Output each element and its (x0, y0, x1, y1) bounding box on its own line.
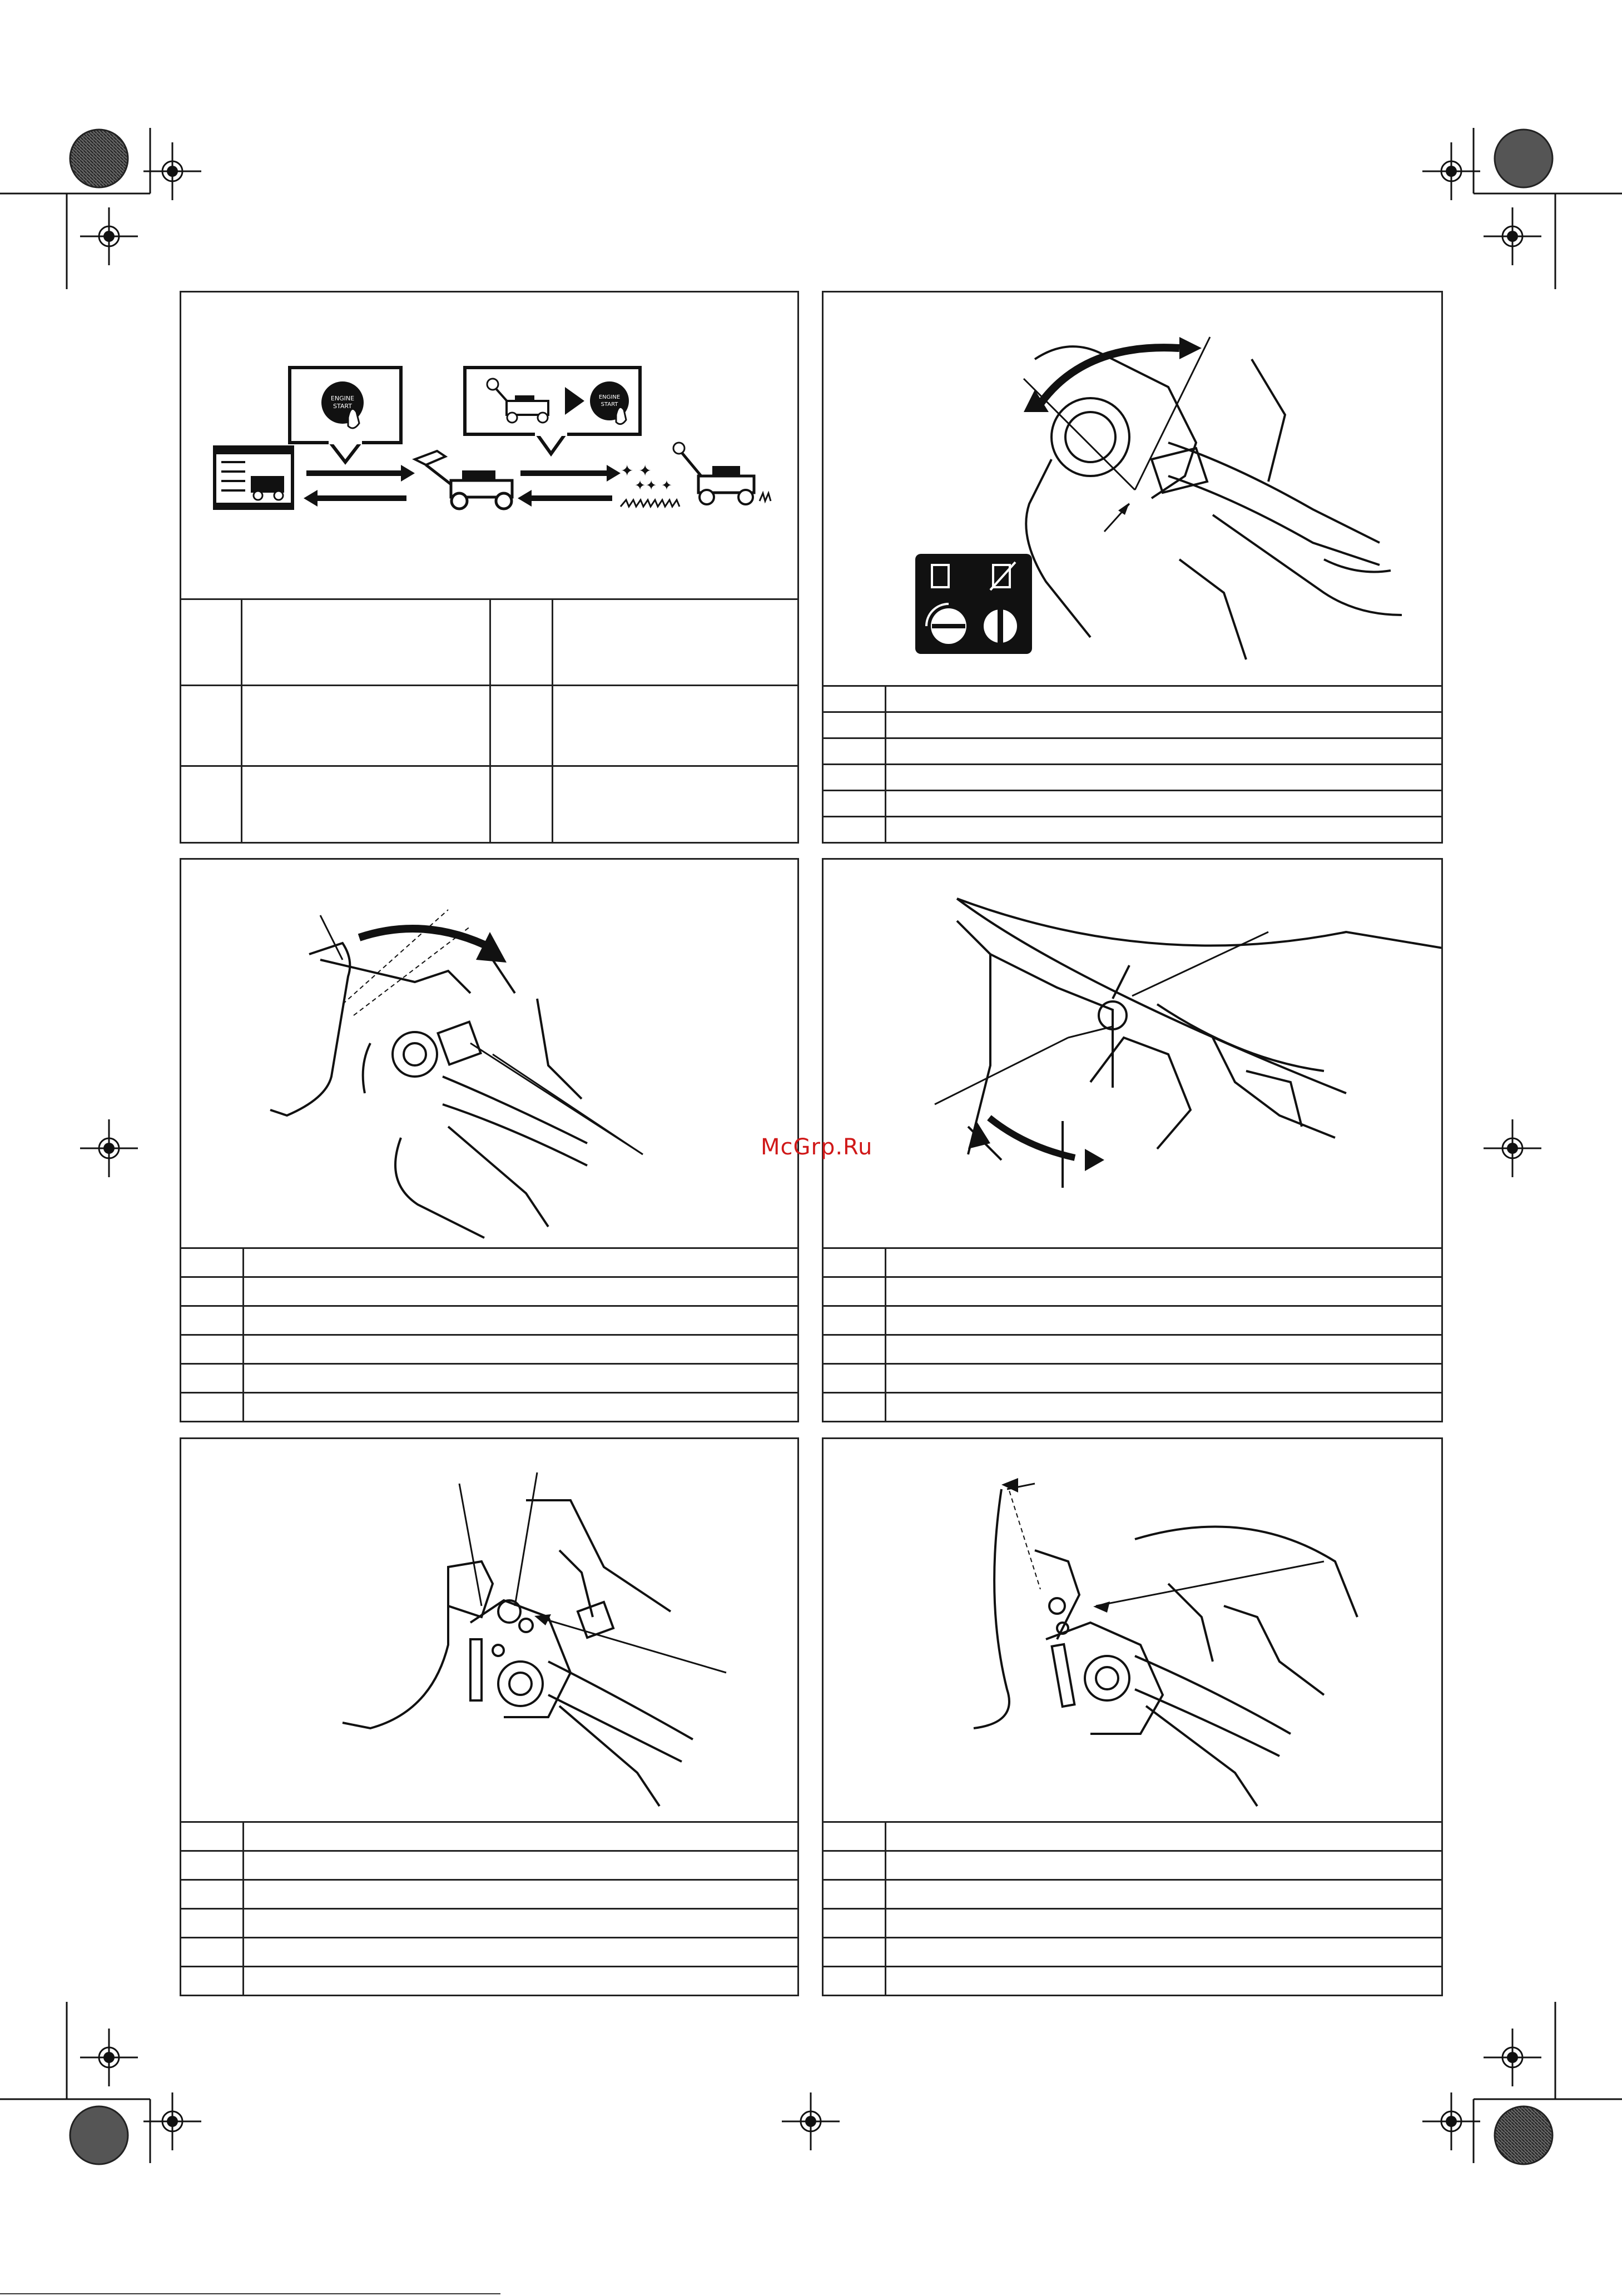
panel-6-adjusted-bracket (822, 1437, 1443, 1996)
speech-bubble-1 (290, 368, 401, 462)
panel-3-table (181, 1247, 797, 1421)
watermark: McGrp.Ru (761, 1134, 873, 1160)
workflow-illustration (181, 292, 797, 598)
fuel-valve-illustration (824, 292, 1441, 682)
svg-text:START: START (333, 403, 352, 410)
svg-text:✦ ✦: ✦ ✦ (621, 462, 652, 480)
panel-3-throttle-lever (180, 858, 799, 1422)
curved-arrow-icon (359, 929, 507, 963)
panel-5-table (181, 1821, 797, 1995)
lawn-mower-icon (415, 451, 512, 509)
arrow-right-icon (520, 465, 621, 482)
color-target-icon (70, 2106, 128, 2164)
double-arrow-icon (968, 1118, 1104, 1171)
panel-1-table (181, 598, 797, 842)
panel-4-governor-arm (822, 858, 1443, 1422)
speech-bubble-2 (465, 368, 640, 454)
svg-text:ENGINE: ENGINE (330, 395, 355, 402)
throttle-lever-illustration (181, 860, 797, 1249)
arrow-left-icon (304, 490, 406, 507)
panel-2-table (824, 685, 1441, 842)
governor-arm-illustration (824, 860, 1441, 1249)
arrow-left-icon (518, 490, 612, 507)
panel-2-fuel-choke (822, 291, 1443, 844)
arrow-left-icon (1001, 1478, 1018, 1492)
svg-text:START: START (601, 401, 618, 408)
svg-text:✦✦ ✦: ✦✦ ✦ (634, 478, 672, 493)
adjusted-bracket-illustration (824, 1439, 1441, 1828)
color-target-icon (70, 130, 128, 187)
panel-1-workflow (180, 291, 799, 844)
color-target-icon (1495, 2106, 1552, 2164)
arrow-right-icon (306, 465, 415, 482)
storage-shed-icon (214, 445, 294, 509)
color-target-icon (1495, 130, 1552, 187)
fuel-choke-label-icon (915, 554, 1032, 654)
mowing-grass-icon (621, 443, 771, 507)
control-bracket-illustration (181, 1439, 797, 1828)
svg-text:ENGINE: ENGINE (598, 394, 621, 400)
panel-6-table (824, 1821, 1441, 1995)
panel-4-table (824, 1247, 1441, 1421)
panel-5-control-bracket (180, 1437, 799, 1996)
